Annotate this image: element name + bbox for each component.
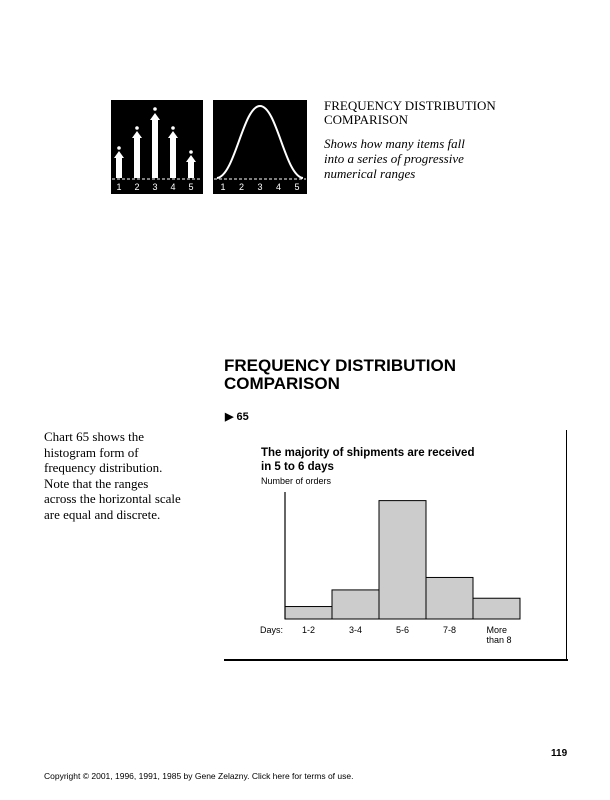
chart-y-axis-label: Number of orders <box>261 476 332 486</box>
icon-axis-label: 1 <box>220 182 226 192</box>
chart-reference: ▶ 65 <box>225 411 249 423</box>
x-tick-label: 3-4 <box>348 625 363 635</box>
side-text: Chart 65 shows the histogram form of frequency distribution. Note that the ranges across the horizontal scale are equal and discrete. <box>44 429 181 522</box>
copyright-text: Copyright © 2001, 1996, 1991, 1985 by Gene Zelazny. <box>44 771 250 781</box>
icon-axis-label: 2 <box>134 182 140 192</box>
chart-title: The majority of shipments are received in 5 to 6 days <box>261 447 475 473</box>
terms-of-use-link[interactable]: Click here for terms of use. <box>251 771 354 781</box>
x-tick-label: More than 8 <box>486 625 512 645</box>
copyright-footer <box>44 771 353 781</box>
x-tick-label: 1-2 <box>301 625 316 635</box>
legend-description: Shows how many items fall into a series of progressive numerical ranges <box>324 136 465 181</box>
icon-axis-label: 2 <box>238 182 245 192</box>
histogram-bar <box>332 590 379 619</box>
icon-axis-label: 5 <box>294 182 300 192</box>
histogram-bar <box>426 577 473 619</box>
section-title: FREQUENCY DISTRIBUTION COMPARISON <box>224 356 457 393</box>
x-tick-label: 7-8 <box>442 625 457 635</box>
icon-axis-label: 1 <box>116 182 122 192</box>
play-triangle-icon: ▶ <box>225 411 234 423</box>
histogram-chart <box>224 430 567 660</box>
icon-axis-label: 3 <box>257 182 263 192</box>
histogram-bar <box>285 607 332 619</box>
icon-axis-label: 5 <box>188 182 194 192</box>
icon-axis-label: 3 <box>152 182 158 192</box>
icon-axis-labels <box>111 180 331 194</box>
x-axis-label: Days: <box>260 625 284 635</box>
x-tick-label: 5-6 <box>395 625 410 635</box>
legend-title: FREQUENCY DISTRIBUTION COMPARISON <box>324 98 496 127</box>
histogram-bar <box>473 598 520 619</box>
icon-axis-label: 4 <box>275 182 282 192</box>
page-number: 119 <box>551 748 568 759</box>
icon-axis-label: 4 <box>170 182 176 192</box>
histogram-bar <box>379 501 426 619</box>
